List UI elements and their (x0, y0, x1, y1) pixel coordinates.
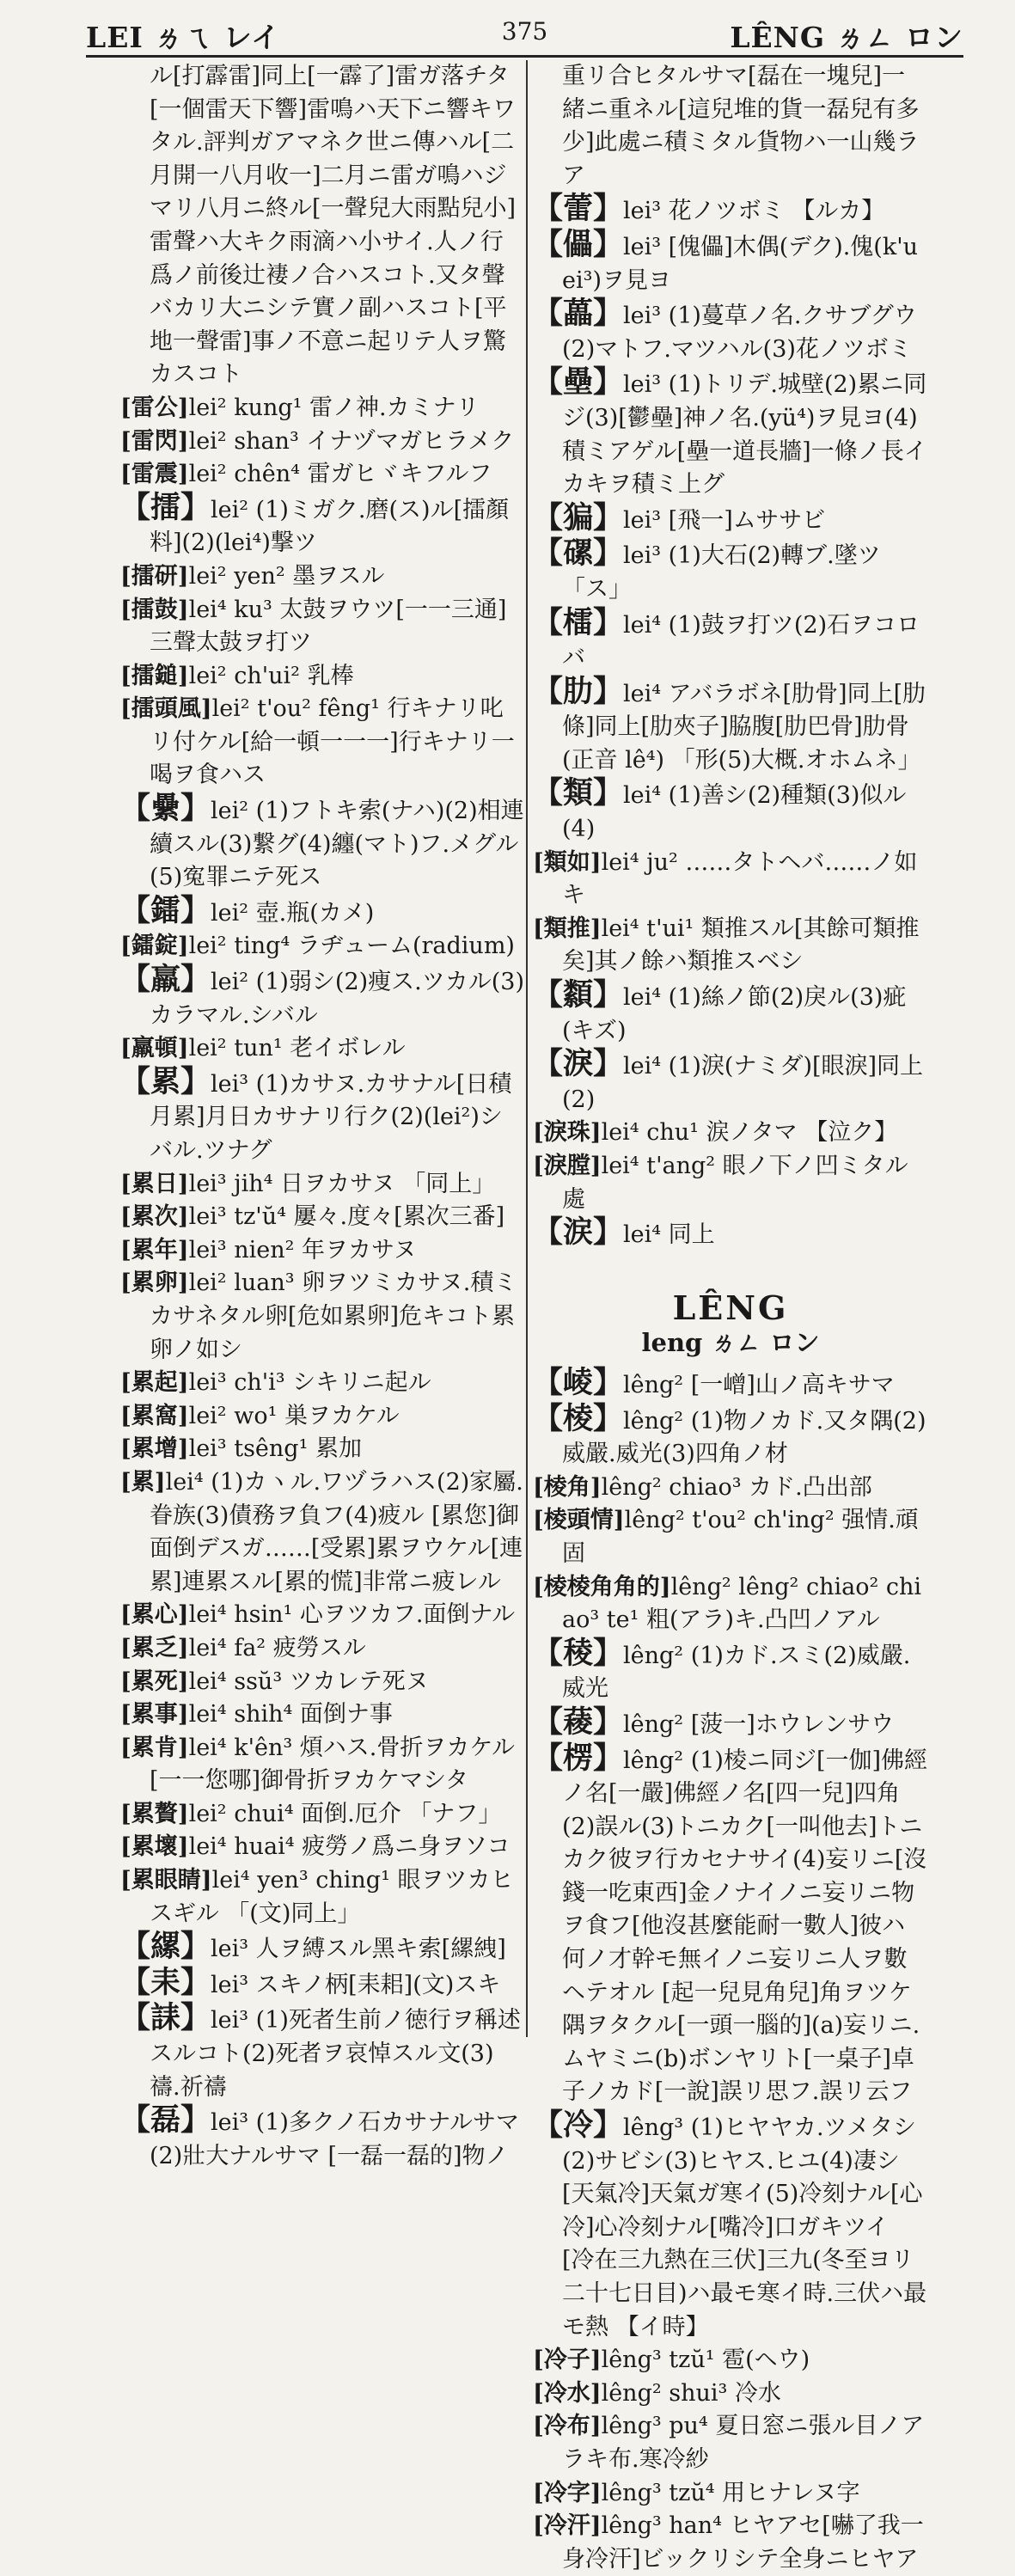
main-entry (533, 1364, 928, 1403)
main-entry (120, 1063, 524, 1168)
entry-headword: [累卵] (120, 1270, 189, 1297)
entry-definition: lei² ch'ui² 乳棒 (188, 662, 354, 689)
entry-definition: lei² (1)ミガク.磨(ス)ル[擂顏料](2)(lei⁴)撃ツ (150, 496, 510, 557)
entry-headword: 【棱】 (533, 1400, 624, 1436)
column-divider (526, 60, 528, 2037)
entry-headword: [累死] (120, 1667, 189, 1695)
entry-headword: 【纇】 (533, 977, 624, 1013)
entry-headword: [冷子] (533, 2347, 602, 2374)
entry-definition: lei² t'ou² fêng¹ 行キナリ叱リ付ケル[給一頓一一一]行キナリ一喝ヲ食ハス (150, 695, 515, 789)
entry-definition: lei⁴ t'ang² 眼ノ下ノ凹ミタル處 (562, 1153, 908, 1213)
entry-headword: [冷汗] (533, 2512, 602, 2540)
entry-headword: 【稜】 (533, 1635, 624, 1671)
entry-headword: 【崚】 (533, 1364, 624, 1400)
entry-definition: lei⁴ shih⁴ 面倒ナ事 (188, 1701, 393, 1729)
entry-definition: lei⁴ ju² ……タトヘバ……ノ如キ (562, 848, 918, 909)
compound-entry (533, 2410, 928, 2476)
entry-headword: [雷公] (120, 394, 189, 421)
entry-headword: 【涙】 (533, 1215, 624, 1251)
entry-headword: [羸頓] (120, 1035, 189, 1062)
compound-entry (120, 930, 524, 964)
entry-headword: 【累】 (120, 1063, 211, 1099)
entry-headword: [累次] (120, 1203, 189, 1231)
compound-entry (533, 1571, 928, 1637)
main-entry (533, 226, 928, 297)
entry-definition: lei² chui⁴ 面倒.厄介 「ナフ」 (188, 1800, 502, 1827)
entry-definition: lêng² (1)カド.スミ(2)威嚴.威光 (562, 1642, 911, 1703)
entry-headword: 【壘】 (533, 364, 624, 401)
entry-definition: lêng² lêng² chiao² chiao³ te¹ 粗(アラ)キ.凸凹ノアル (562, 1573, 921, 1634)
entry-headword: 【磊】 (120, 2102, 211, 2139)
entry-headword: [冷布] (533, 2413, 602, 2440)
entry-definition: lei⁴ chu¹ 涙ノタマ 【泣ク】 (601, 1119, 898, 1147)
entry-definition: lei³ [傀儡]木偶(デク).傀(k'uei³)ヲ見ヨ (562, 233, 919, 294)
entry-headword: [累日] (120, 1170, 189, 1197)
entry-continuation (533, 60, 928, 193)
entry-definition: lêng² [菠一]ホウレンサウ (623, 1710, 895, 1738)
main-entry (120, 1964, 524, 2003)
main-entry (533, 777, 928, 846)
compound-entry (120, 560, 524, 594)
main-entry (533, 979, 928, 1048)
entry-definition: lêng³ pu⁴ 夏日窓ニ張ル目ノアラキ布.寒冷紗 (562, 2413, 925, 2473)
entry-headword: [累乏] (120, 1634, 189, 1661)
compound-entry (533, 913, 928, 979)
entry-headword: [累贅] (120, 1800, 189, 1827)
entry-definition: lei² wo¹ 巣ヲカケル (188, 1402, 400, 1429)
entry-definition: lei⁴ hsin¹ 心ヲツカフ.面倒ナル (188, 1601, 516, 1629)
entry-headword: 【淚】 (533, 1046, 624, 1082)
entry-headword: [雷閃] (120, 427, 189, 455)
entry-headword: [鐳錠] (120, 933, 189, 960)
entry-definition: lêng² (1)棱ニ同ジ[一伽]佛經ノ名[一嚴]佛經ノ名[四一兒]四角(2)誤ル(3)トニカク[一叫他去]トニカク彼ヲ行カセナサイ(4)妄リニ[沒錢一吃東西]金ノナイノニ妄リニ物ヲ食フ[他沒甚麼能耐一數人]彼ハ何ノ才幹モ無イノニ妄リニ人ヲ數ヘテオル [起一兒見角兒]角ヲツケ隅ヲタクル[一頭一腦的](a)妄リニ.ムヤミニ(b)ボンヤリト[一桌子]卓子ノカド[一說]誤リ思フ.誤リ云フ (562, 1747, 928, 2106)
compound-entry (120, 1367, 524, 1400)
main-entry (120, 892, 524, 931)
compound-entry (120, 1864, 524, 1930)
entry-definition: lêng³ tzŭ⁴ 用ヒナレヌ字 (601, 2479, 860, 2506)
entry-definition: lei⁴ (1)淚(ナミダ)[眼淚]同上(2) (562, 1053, 924, 1113)
entry-definition: lei² (1)弱シ(2)痩ス.ツカル(3)カラマル.シバル (150, 969, 524, 1029)
entry-headword: [累增] (120, 1435, 189, 1463)
entry-definition: lei² shan³ イナヅマガヒラメク (188, 427, 515, 455)
main-entry (533, 1048, 928, 1117)
entry-definition: lei³ tsêng¹ 累加 (188, 1435, 362, 1463)
entry-headword: [累肯] (120, 1734, 189, 1761)
entry-definition: lei³ (1)トリデ.城壁(2)累ニ同ジ(3)[鬱壘]神ノ名.(yü⁴)ヲ見ヨ(4)積ミアゲル[壘一道長牆]一條ノ長イカキヲ積ミ上グ (562, 371, 927, 499)
main-entry (533, 193, 928, 229)
entry-definition: lei² kung¹ 雷ノ神.カミナリ (188, 394, 480, 421)
entry-headword: [淚膛] (533, 1153, 602, 1179)
main-entry (120, 1930, 524, 1967)
entry-definition: lei⁴ (1)鼓ヲ打ツ(2)石ヲコロバ (562, 611, 920, 672)
entry-headword: 【誄】 (120, 2000, 211, 2036)
entry-headword: 【肋】 (533, 673, 624, 709)
entry-headword: 【耒】 (120, 1964, 211, 2000)
compound-entry (533, 2344, 928, 2377)
entry-definition: lei³ jih⁴ 日ヲカサヌ 「同上」 (188, 1170, 496, 1197)
compound-entry (533, 1150, 928, 1216)
compound-entry (533, 1504, 928, 1570)
section-subheading: leng ㄌㄥ ロン (641, 1328, 820, 1358)
entry-definition: lêng² (1)物ノカド.又タ隅(2)威嚴.威光(3)四角ノ材 (562, 1407, 926, 1468)
entry-definition: lei³ [飛一]ムササビ (623, 506, 826, 534)
entry-definition: lei⁴ ku³ 太鼓ヲウツ[一一三通]三聲太鼓ヲ打ツ (150, 596, 507, 657)
entry-definition: lêng³ tzŭ¹ 雹(ヘウ) (601, 2347, 810, 2374)
compound-entry (120, 594, 524, 660)
left-column (120, 60, 524, 2169)
entry-definition: lêng² shui³ 冷水 (601, 2379, 781, 2407)
entry-headword: [擂鎚] (120, 662, 189, 689)
compound-entry (533, 2377, 928, 2411)
compound-entry (120, 1666, 524, 1699)
entry-headword: 【纍】 (120, 791, 211, 827)
entry-definition: lei⁴ (1)絲ノ節(2)戾ル(3)疵(キズ) (562, 984, 907, 1044)
entry-headword: [累眼睛] (120, 1867, 212, 1894)
entry-definition: lei³ (1)大石(2)轉ブ.墜ツ 「ス」 (562, 542, 881, 603)
entry-headword: 【猵】 (533, 499, 624, 535)
entry-headword: [擂頭風] (120, 695, 212, 723)
main-entry (533, 1742, 928, 2110)
header-left-guide: LEI ㄌㄟ レイ (86, 21, 281, 54)
right-column (533, 60, 928, 2573)
entry-definition: ル[打霹雷]同上[一霹了]雷ガ落チタ[一個雷天下響]雷鳴ハ天下ニ響キワタル.評判ガアマネク世ニ傳ハル[二月開一八月收一]二月ニ雷ガ鳴ハジマリ八月ニ終ル[一聲兒大雨點兒小]雷聲ハ大キク雨滴ハ小サイ.人ノ行爲ノ前後辻褄ノ合ハスコト.又タ聲バカリ大ニシテ實ノ副ハスコト[平地一聲雷]事ノ不意ニ起リテ人ヲ驚カスコト (150, 63, 517, 389)
main-entry (533, 2109, 928, 2344)
entry-headword: 【磥】 (533, 535, 624, 572)
compound-entry (533, 1472, 928, 1505)
compound-entry (120, 458, 524, 492)
entry-headword: [冷水] (533, 2379, 602, 2407)
main-entry (533, 1216, 928, 1252)
compound-entry (120, 1599, 524, 1632)
entry-headword: [擂研] (120, 562, 189, 590)
main-entry (533, 604, 928, 676)
entry-headword: [累事] (120, 1701, 189, 1729)
main-entry (533, 1637, 928, 1706)
compound-entry (120, 1831, 524, 1864)
entry-headword: 【儡】 (533, 226, 624, 262)
section-heading: LÊNG (672, 1288, 789, 1327)
entry-definition: lêng² t'ou² ch'ing² 强情.頑固 (562, 1507, 919, 1567)
entry-headword: 【藟】 (533, 296, 624, 332)
header-right-guide: LÊNG ㄌㄥ ロン (730, 21, 963, 54)
entry-definition: lei³ (1)死者生前ノ徳行ヲ稱述スルコト(2)死者ヲ哀悼スル文(3)禱.祈禱 (150, 2007, 521, 2101)
compound-entry (120, 1201, 524, 1234)
main-entry (533, 537, 928, 606)
entry-definition: lei³ (1)カサヌ.カサナル[日積月累]月日カサナリ行ク(2)(lei²)シバル.ツナグ (150, 1070, 512, 1164)
entry-definition: lei² tun¹ 老イボレル (188, 1035, 406, 1062)
entry-definition: lei³ (1)蔓草ノ名.クサブグウ(2)マトフ.マツハル(3)花ノツボミ (562, 303, 917, 363)
main-entry (120, 792, 524, 895)
compound-entry (533, 2477, 928, 2511)
compound-entry (120, 1466, 524, 1599)
entry-headword: 【擂】 (120, 489, 211, 525)
entry-headword: 【楞】 (533, 1740, 624, 1776)
main-entry (533, 1400, 928, 1472)
main-entry (533, 673, 928, 778)
entry-definition: lei⁴ (1)カヽル.ワヅラハス(2)家屬.眷族(3)債務ヲ負フ(4)疲ル [累您]御面倒デスガ……[受累]累ヲウケル[連累]連累スル[累的慌]非常ニ疲レル (150, 1468, 523, 1595)
entry-headword: 【縲】 (120, 1929, 211, 1965)
main-entry (120, 2104, 524, 2173)
compound-entry (120, 1168, 524, 1202)
entry-definition: lêng² [一嶒]山ノ高キサマ (623, 1371, 895, 1398)
entry-definition: lei⁴ t'ui¹ 類推スル[其餘可類推矣]其ノ餘ハ類推スベシ (562, 915, 920, 976)
entry-headword: 【類】 (533, 775, 624, 811)
main-entry (533, 297, 928, 366)
entry-headword: [類如] (533, 848, 602, 876)
entry-definition: lei⁴ (1)善シ(2)種類(3)似ル(4) (562, 782, 907, 843)
entry-headword: [棱角] (533, 1473, 602, 1501)
entry-definition: lei³ 花ノツボミ 【ルカ】 (623, 198, 885, 225)
entry-headword: 【薐】 (533, 1704, 624, 1740)
entry-definition: lêng² chiao³ カド.凸出部 (601, 1473, 872, 1501)
entry-definition: lei⁴ k'ên³ 煩ハス.骨折ヲカケル[一一您哪]御骨折ヲカケマシタ (150, 1734, 516, 1795)
entry-definition: lei³ tz'ŭ⁴ 屢々.度々[累次三番] (188, 1203, 505, 1231)
entry-headword: [雷震] (120, 461, 189, 488)
entry-definition: lei² yen² 墨ヲスル (188, 562, 385, 590)
compound-entry (120, 660, 524, 694)
entry-headword: [累] (120, 1468, 166, 1496)
compound-entry (120, 1400, 524, 1434)
entry-definition: lei⁴ ssŭ³ ツカレテ死ヌ (188, 1667, 429, 1695)
main-entry (120, 2002, 524, 2104)
compound-entry (120, 392, 524, 425)
entry-headword: [擂鼓] (120, 596, 189, 623)
entry-continuation (120, 60, 524, 392)
entry-headword: [累起] (120, 1369, 189, 1397)
entry-headword: 【冷】 (533, 2108, 624, 2144)
entry-definition: lei² 壺.瓶(カメ) (211, 899, 375, 927)
entry-definition: lei³ ch'i³ シキリニ起ル (188, 1369, 431, 1397)
main-entry (120, 489, 524, 560)
entry-headword: 【鐳】 (120, 892, 211, 928)
main-entry (533, 366, 928, 501)
entry-headword: [累壞] (120, 1833, 189, 1861)
entry-definition: lei³ 人ヲ縛スル黑キ索[縲絏] (211, 1936, 506, 1963)
compound-entry (120, 1032, 524, 1066)
entry-headword: [累心] (120, 1601, 189, 1629)
entry-headword: [淚珠] (533, 1119, 602, 1147)
main-entry (120, 964, 524, 1032)
page-number: 375 (501, 17, 548, 46)
compound-entry (120, 1698, 524, 1732)
entry-definition: lei³ nien² 年ヲカサヌ (188, 1236, 417, 1264)
compound-entry (120, 1433, 524, 1466)
compound-entry (120, 1267, 524, 1367)
entry-headword: [累窩] (120, 1402, 189, 1429)
entry-headword: [棱頭情] (533, 1507, 625, 1534)
compound-entry (533, 1117, 928, 1150)
entry-definition: lêng³ (1)ヒヤヤカ.ツメタシ(2)サビシ(3)ヒヤス.ヒユ(4)凄シ[天氣冷]天氣ガ寒イ(5)冷刻ナル[心冷]心冷刻ナル[嘴冷]口ガキツイ [冷在三九熱在三伏]三九(冬至ヨリ二十七日目)ハ最モ寒イ時.三伏ハ最モ熱 【イ時】 (562, 2114, 927, 2340)
entry-definition: lei⁴ アバラボネ[肋骨]同上[肋條]同上[肋夾子]脇腹[肋巴骨]肋骨(正音 lê⁴) 「形(5)大概.オホムネ」 (562, 680, 926, 774)
entry-headword: 【羸】 (120, 962, 211, 998)
entry-definition: 重リ合ヒタルサマ[磊在一塊兒]一緒ニ重ネル[這兒堆的貨一磊兒有多少]此處ニ積ミタル貨物ハ一山幾ラア (562, 63, 920, 189)
compound-entry (120, 1632, 524, 1666)
compound-entry (120, 693, 524, 792)
entry-headword: [類推] (533, 915, 602, 942)
entry-definition: lei² (1)フトキ索(ナハ)(2)相連續スル(3)繋グ(4)纏(マト)フ.メグル(5)寃罪ニテ死ス (150, 798, 524, 891)
compound-entry (533, 2510, 928, 2576)
entry-definition: lei⁴ fa² 疲勞スル (188, 1634, 366, 1661)
compound-entry (120, 1798, 524, 1832)
compound-entry (120, 1732, 524, 1798)
entry-definition: lei³ (1)多クノ石カサナルサマ(2)壯大ナルサマ [一磊一磊的]物ノ (150, 2109, 520, 2169)
entry-definition: lêng³ han⁴ ヒヤアセ[嚇了我一身冷汗]ビックリシテ全身ニヒヤア (562, 2512, 924, 2573)
entry-headword: 【檑】 (533, 604, 624, 640)
entry-definition: lei² chên⁴ 雷ガヒヾキフルフ (188, 461, 492, 488)
compound-entry (120, 1234, 524, 1268)
entry-definition: lei² luan³ 卵ヲツミカサヌ.積ミカサネタル卵[危如累卵]危キコト累卵ノ如シ (150, 1270, 517, 1363)
compound-entry (533, 847, 928, 913)
entry-headword: [棱棱角角的] (533, 1573, 671, 1600)
main-entry (533, 499, 928, 538)
main-entry (533, 1706, 928, 1742)
compound-entry (120, 425, 524, 459)
entry-headword: [累年] (120, 1236, 189, 1264)
entry-definition: lei⁴ 同上 (623, 1221, 715, 1249)
entry-definition: lei² ting⁴ ラヂューム(radium) (188, 933, 515, 960)
entry-headword: [冷字] (533, 2479, 602, 2506)
entry-definition: lei⁴ yen³ ching¹ 眼ヲツカヒスギル 「(文)同上」 (150, 1867, 514, 1927)
entry-definition: lei⁴ huai⁴ 疲勞ノ爲ニ身ヲソコ (188, 1833, 511, 1861)
entry-definition: lei³ スキノ柄[耒耜](文)スキ (211, 1971, 501, 1998)
entry-headword: 【蕾】 (533, 191, 624, 227)
page-header (86, 12, 963, 58)
